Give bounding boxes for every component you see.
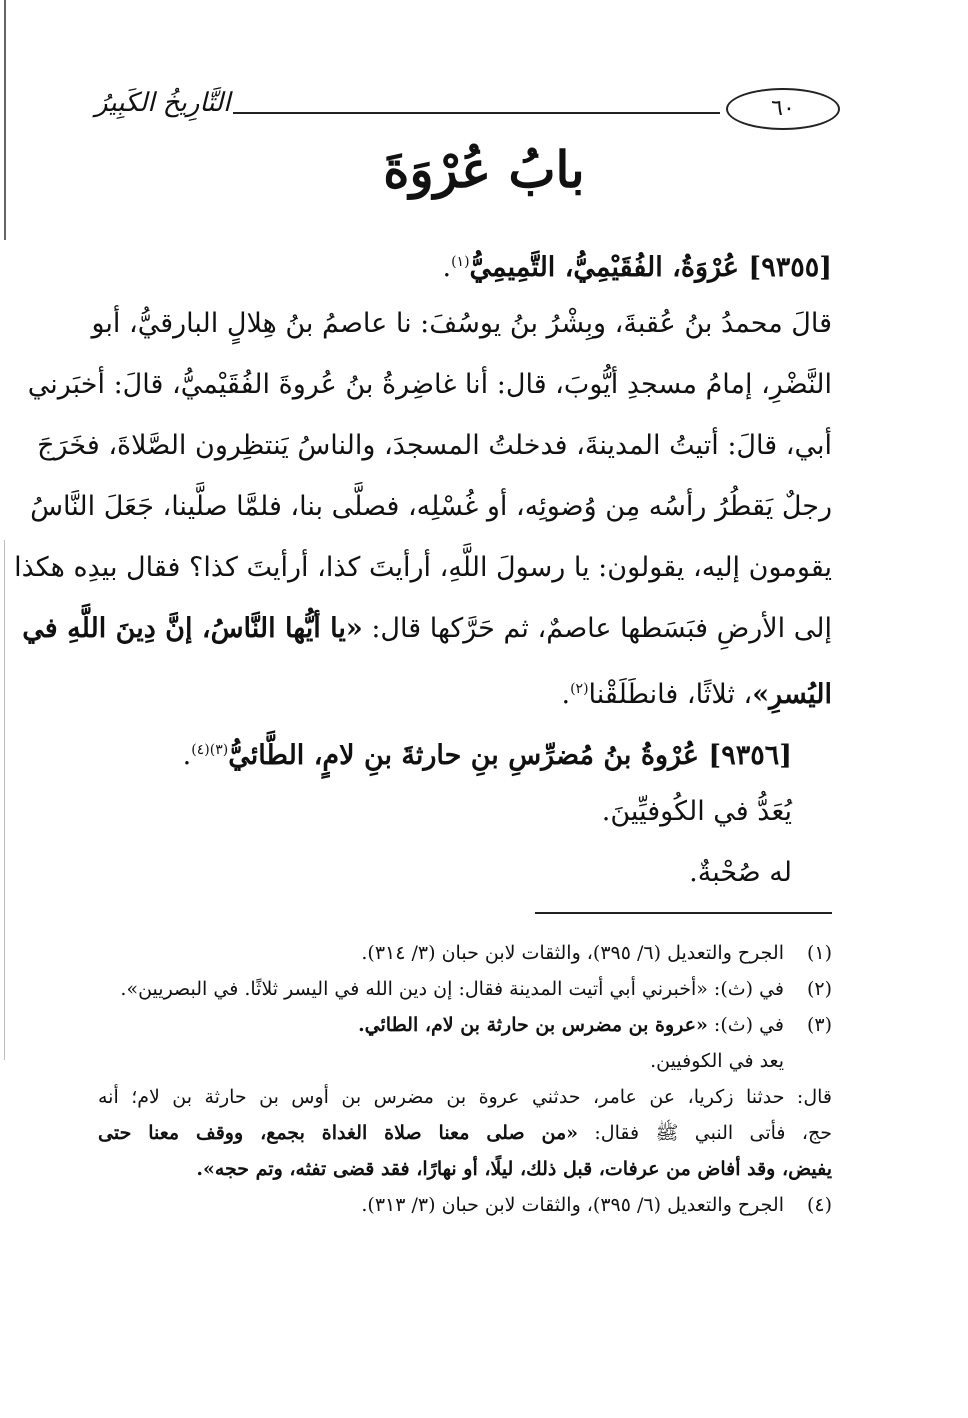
footnote-3-line	[98, 1115, 832, 1151]
entry-9356	[100, 720, 832, 781]
page-number: ٦٠	[726, 88, 840, 130]
footnote-1	[98, 935, 832, 971]
entry-end: .	[442, 252, 452, 283]
chapter-title: بابُ عُرْوَةَ	[383, 140, 585, 199]
entry-heading: [٩٣٥٦] عُرْوةُ بنُ مُضرِّسِ بنِ حارثةَ بنِ لامٍ، الطَّائيُّ	[228, 740, 792, 771]
footnote-text: الجرح والتعديل (٦/ ٣٩٥)، والثقات لابن حبان (٣/ ٣١٤).	[361, 942, 784, 964]
main-text	[14, 232, 832, 903]
footnote-3-line: قال: حدثنا زكريا، عن عامر، حدثني عروة بن مضرس بن أوس بن حارثة بن لام؛ أنه	[98, 1086, 832, 1108]
text-line	[22, 598, 832, 659]
text-line: قالَ محمدُ بنُ عُقبةَ، وبِشْرُ بنُ يوسُفَ: نا عاصمُ بنُ هِلالٍ البارقيُّ، أبو	[91, 308, 832, 339]
page-header	[95, 86, 840, 130]
text-line: له صُحْبةٌ.	[689, 857, 792, 888]
page-edge-line	[4, 0, 6, 240]
footnote-quote: «عروة بن مضرس بن حارثة بن لام، الطائي.	[358, 1014, 708, 1036]
footnotes	[98, 935, 832, 1223]
footnote-text: الجرح والتعديل (٦/ ٣٩٥)، والثقات لابن حبان (٣/ ٣١٣).	[361, 1194, 784, 1216]
footnote-segment: حج، فأتى النبي ﷺ فقال:	[578, 1122, 832, 1144]
footnote-number: (١)	[806, 942, 832, 964]
footnote-3	[98, 1007, 832, 1043]
hadith-quote: اليُسرِ»	[752, 679, 832, 710]
entry-end: .	[182, 740, 192, 771]
footnote-2	[98, 971, 832, 1007]
running-title: التَّارِيخُ الكَبِيرُ	[95, 88, 231, 118]
footnote-rule	[535, 912, 832, 914]
text-segment: ، ثلاثًا، فانطَلَقْنا	[588, 679, 753, 710]
entry-heading: [٩٣٥٥] عُرْوَةُ، الفُقَيْمِيُّ، التَّمِيمِيُّ	[469, 252, 832, 283]
footnote-text: في (ث): «أخبرني أبي أتيت المدينة فقال: إن دين الله في اليسر ثلاثًا. في البصريين».	[120, 978, 784, 1000]
text-segment: إلى الأرضِ فبَسَطها عاصمٌ، ثم حَرَّكها قال:	[362, 613, 832, 644]
text-line: يقومون إليه، يقولون: يا رسولَ اللَّهِ، أرأيتَ كذا، أرأيتَ كذا؟ فقال بيدِه هكذا	[14, 552, 832, 583]
footnote-segment: في (ث):	[707, 1014, 784, 1036]
footnote-3-line	[98, 1151, 832, 1187]
footnote-quote: «من صلى معنا صلاة الغداة بجمع، ووقف معنا حتى	[98, 1122, 579, 1144]
footnote-number: (٣)	[806, 1014, 832, 1036]
hadith-quote: «يا أيُّها النَّاسُ، إنَّ دِينَ اللَّهِ في	[22, 613, 363, 644]
footnote-quote: يفيض، وقد أفاض من عرفات، قبل ذلك، ليلًا، أو نهارًا، فقد قضى تفثه، وتم حجه».	[196, 1158, 832, 1180]
text-line	[100, 659, 832, 720]
footnote-number: (٤)	[806, 1194, 832, 1216]
text-segment: .	[561, 679, 571, 710]
text-line: يُعَدُّ في الكُوفيِّينَ.	[601, 796, 792, 827]
footnote-4	[98, 1187, 832, 1223]
page-edge-line	[4, 540, 5, 1060]
text-line: أبي، قالَ: أتيتُ المدينةَ، فدخلتُ المسجدَ، والناسُ يَنتظِرون الصَّلاةَ، فخَرَجَ	[37, 430, 832, 461]
footnote-3-line: يعد في الكوفيين.	[650, 1050, 784, 1072]
footnote-number: (٢)	[806, 978, 832, 1000]
header-rule	[233, 112, 720, 114]
text-line: رجلٌ يَقطُرُ رأسُه مِن وُضوئِه، أو غُسْلِه، فصلَّى بنا، فلمَّا صلَّينا، جَعَلَ النَّاسُ	[30, 491, 832, 522]
footnote-text	[98, 1007, 784, 1043]
footnote-ref: (١)	[451, 254, 470, 270]
footnote-ref: (٢)	[570, 681, 589, 697]
entry-9355	[100, 232, 832, 293]
text-line: النَّضْرِ، إمامُ مسجدِ أيُّوبَ، قال: أنا غاضِرةُ بنُ عُروةَ الفُقَيْميُّ، قالَ: أخبَرني	[27, 369, 832, 400]
footnote-ref: (٣)(٤)	[191, 742, 229, 758]
